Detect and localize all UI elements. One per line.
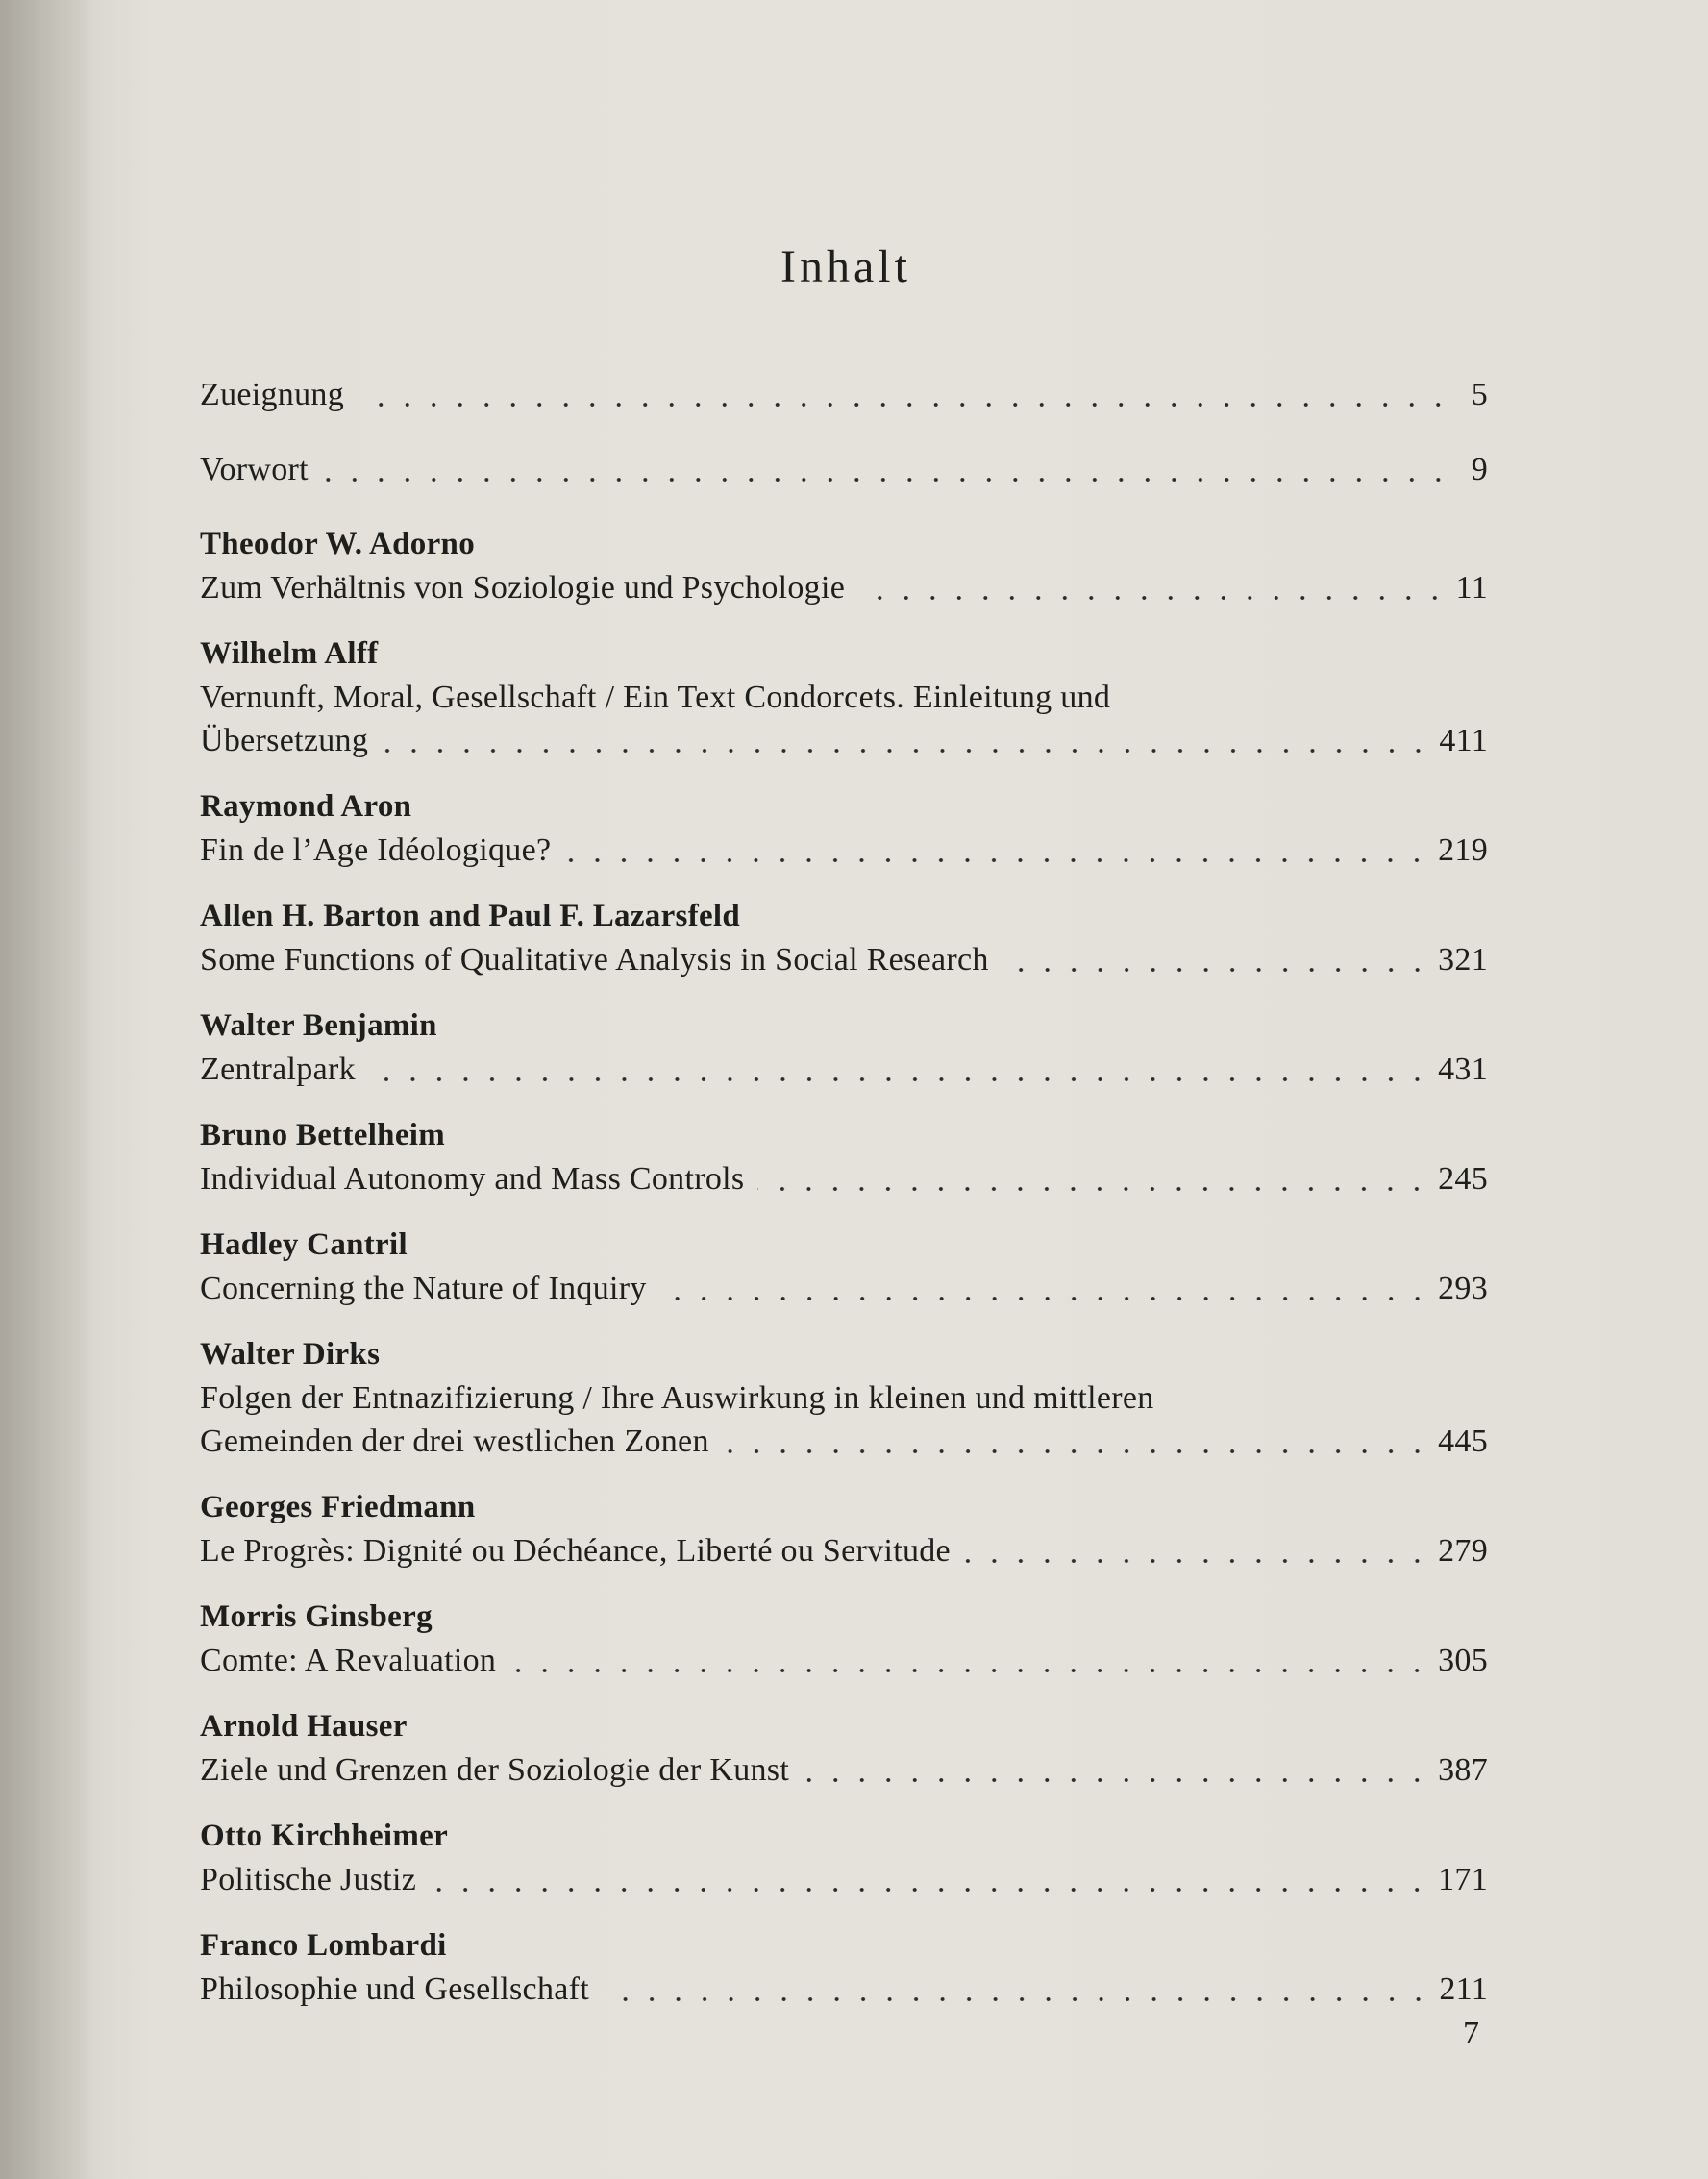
author-line xyxy=(200,1333,1488,1376)
dot-leader xyxy=(358,373,1451,416)
author-line xyxy=(200,1114,1488,1157)
toc-entry xyxy=(200,1004,1488,1091)
entry-title: Some Functions of Qualitative Analysis in Social Research xyxy=(200,942,989,978)
author-line xyxy=(200,632,1488,676)
toc-entry xyxy=(200,785,1488,872)
entry-page-number: 305 xyxy=(1438,1643,1488,1678)
toc-line xyxy=(200,719,1488,762)
entry-page-number: 11 xyxy=(1455,570,1488,606)
author-line xyxy=(200,1705,1488,1748)
page-title: Inhalt xyxy=(780,241,911,292)
entry-page-number: 219 xyxy=(1438,832,1488,868)
author-line xyxy=(200,1224,1488,1267)
author-line xyxy=(200,1596,1488,1639)
author-line xyxy=(200,1924,1488,1968)
toc-line xyxy=(200,1376,1488,1420)
dot-leader xyxy=(723,1420,1430,1463)
dot-leader xyxy=(509,1639,1430,1682)
entry-title: Folgen der Entnazifizierung / Ihre Auswirkung in kleinen und mittleren xyxy=(200,1380,1154,1416)
entry-title: Zentralpark xyxy=(200,1052,356,1087)
page-number: 7 xyxy=(1463,2016,1479,2051)
entry-title: Concerning the Nature of Inquiry xyxy=(200,1271,647,1306)
entry-title: Zueignung xyxy=(200,377,345,412)
author-name: Allen H. Barton and Paul F. Lazarsfeld xyxy=(200,899,741,933)
toc-entry xyxy=(200,1596,1488,1682)
dot-leader xyxy=(803,1748,1430,1792)
dot-leader xyxy=(369,1048,1430,1091)
dot-leader xyxy=(1003,938,1430,981)
author-name: Morris Ginsberg xyxy=(200,1599,433,1634)
dot-leader xyxy=(322,448,1451,491)
toc-line xyxy=(200,829,1488,872)
author-name: Theodor W. Adorno xyxy=(200,527,476,561)
toc-entry xyxy=(200,1486,1488,1572)
entry-page-number: 5 xyxy=(1471,377,1488,412)
author-name: Georges Friedmann xyxy=(200,1490,476,1524)
author-line xyxy=(200,1486,1488,1529)
toc-line xyxy=(200,1420,1488,1463)
toc-line xyxy=(200,373,1488,416)
toc-entry xyxy=(200,1815,1488,1901)
entry-title: Fin de l’Age Idéologique? xyxy=(200,832,552,868)
toc-entry xyxy=(200,1924,1488,2011)
entry-page-number: 211 xyxy=(1439,1971,1488,2007)
toc-line xyxy=(200,676,1488,719)
author-name: Walter Dirks xyxy=(200,1337,381,1372)
author-name: Arnold Hauser xyxy=(200,1709,408,1744)
toc-entry xyxy=(200,1224,1488,1310)
entry-page-number: 279 xyxy=(1438,1533,1488,1569)
toc-line xyxy=(200,1267,1488,1310)
entry-page-number: 245 xyxy=(1438,1161,1488,1197)
entry-title: Vorwort xyxy=(200,452,309,487)
entry-title: Übersetzung xyxy=(200,723,369,758)
author-name: Walter Benjamin xyxy=(200,1008,437,1043)
author-name: Hadley Cantril xyxy=(200,1227,408,1262)
toc-line xyxy=(200,1748,1488,1792)
dot-leader xyxy=(964,1529,1430,1572)
toc-line xyxy=(200,938,1488,981)
dot-leader xyxy=(564,829,1430,872)
entry-title: Le Progrès: Dignité ou Déchéance, Liberté ou Servitude xyxy=(200,1533,951,1569)
entry-title: Gemeinden der drei westlichen Zonen xyxy=(200,1424,709,1459)
entry-title: Politische Justiz xyxy=(200,1862,417,1897)
dot-leader xyxy=(757,1157,1430,1201)
author-line xyxy=(200,895,1488,938)
book-gutter-shadow xyxy=(0,0,91,2179)
toc-line xyxy=(200,1157,1488,1201)
entry-title: Zum Verhältnis von Soziologie und Psychologie xyxy=(200,570,846,606)
entry-page-number: 387 xyxy=(1438,1752,1488,1788)
dot-leader xyxy=(660,1267,1430,1310)
author-line xyxy=(200,1815,1488,1858)
toc-entry xyxy=(200,632,1488,762)
toc-entry xyxy=(200,895,1488,981)
entry-title: Comte: A Revaluation xyxy=(200,1643,497,1678)
toc-entry xyxy=(200,1705,1488,1792)
entry-page-number: 293 xyxy=(1438,1271,1488,1306)
author-name: Raymond Aron xyxy=(200,789,412,824)
toc-line xyxy=(200,566,1488,609)
dot-leader xyxy=(603,1968,1431,2011)
entry-title: Ziele und Grenzen der Soziologie der Kunst xyxy=(200,1752,790,1788)
entry-page-number: 431 xyxy=(1438,1052,1488,1087)
author-name: Franco Lombardi xyxy=(200,1928,447,1963)
entry-title: Individual Autonomy and Mass Controls xyxy=(200,1161,745,1197)
author-name: Wilhelm Alff xyxy=(200,636,379,671)
author-line xyxy=(200,523,1488,566)
entry-page-number: 9 xyxy=(1471,452,1488,487)
entry-page-number: 445 xyxy=(1438,1424,1488,1459)
author-line xyxy=(200,1004,1488,1048)
entry-page-number: 411 xyxy=(1439,723,1488,758)
table-of-contents xyxy=(200,373,1488,2034)
toc-line xyxy=(200,1858,1488,1901)
toc-line xyxy=(200,448,1488,491)
toc-line xyxy=(200,1968,1488,2011)
dot-leader xyxy=(430,1858,1430,1901)
author-name: Bruno Bettelheim xyxy=(200,1118,446,1152)
toc-entry xyxy=(200,1333,1488,1463)
entry-page-number: 171 xyxy=(1438,1862,1488,1897)
author-name: Otto Kirchheimer xyxy=(200,1819,449,1853)
toc-entry xyxy=(200,1114,1488,1201)
entry-page-number: 321 xyxy=(1438,942,1488,978)
entry-title: Vernunft, Moral, Gesellschaft / Ein Text Condorcets. Einleitung und xyxy=(200,680,1111,715)
entry-title: Philosophie und Gesellschaft xyxy=(200,1971,590,2007)
toc-line xyxy=(200,1639,1488,1682)
toc-entry xyxy=(200,523,1488,609)
dot-leader xyxy=(858,566,1448,609)
toc-line xyxy=(200,1048,1488,1091)
dot-leader xyxy=(382,719,1431,762)
toc-line xyxy=(200,1529,1488,1572)
author-line xyxy=(200,785,1488,829)
toc-entry xyxy=(200,448,1488,491)
toc-entry xyxy=(200,373,1488,416)
